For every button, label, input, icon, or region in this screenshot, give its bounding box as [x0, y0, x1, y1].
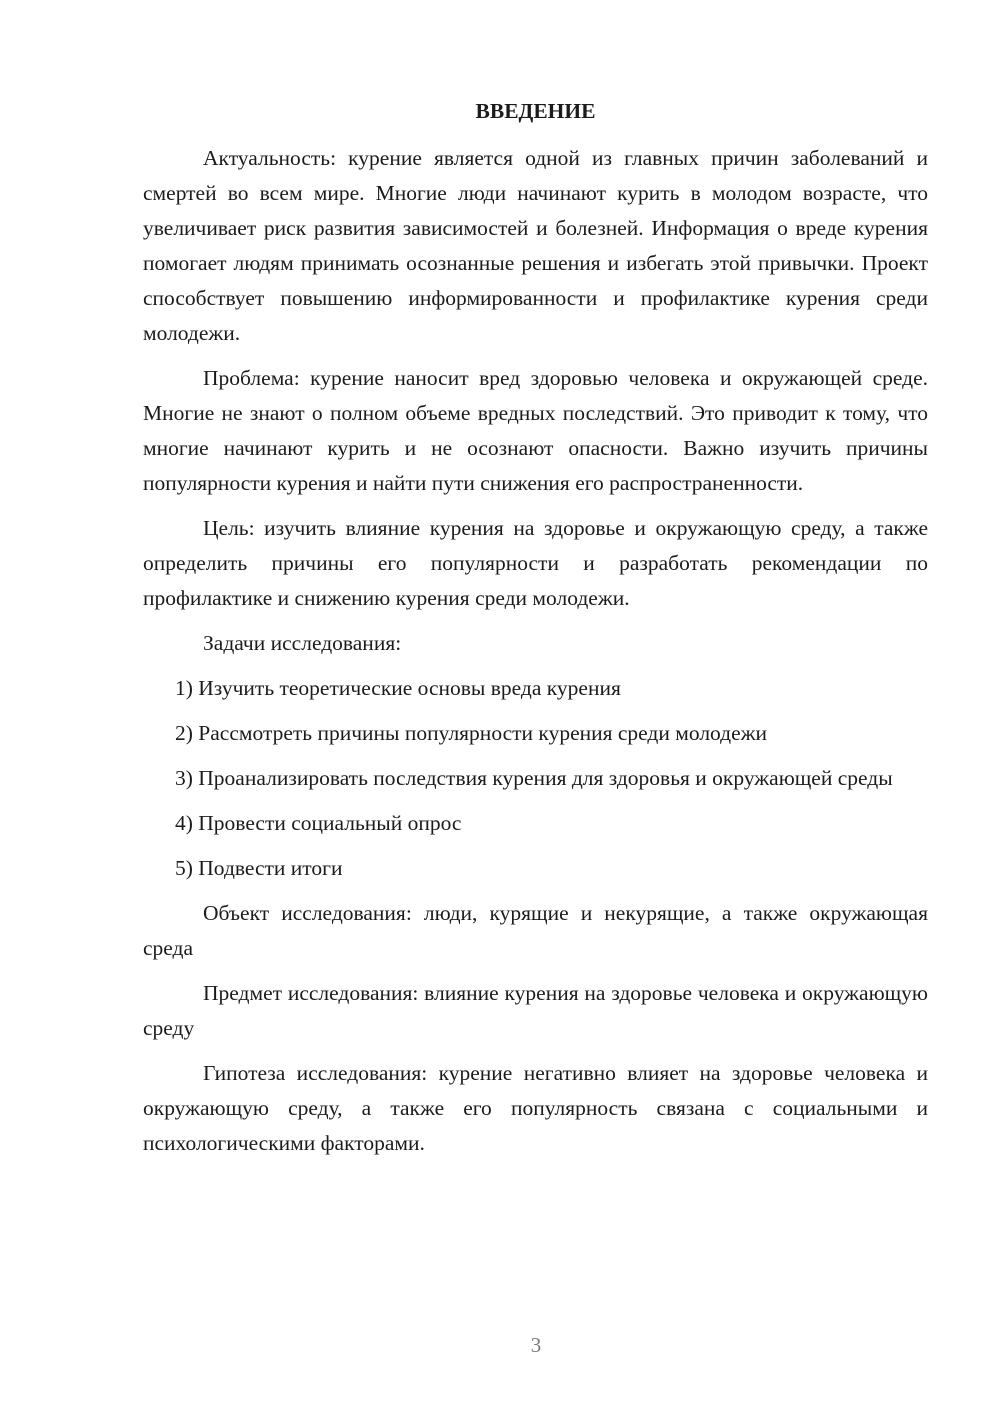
- tasks-heading: Задачи исследования:: [203, 631, 402, 655]
- object-paragraph: Объект исследования: люди, курящие и некурящие, а также окружающая среда: [143, 901, 928, 960]
- task-item-2: 2) Рассмотреть причины популярности курения среди молодежи: [175, 721, 768, 745]
- relevance-paragraph: Актуальность: курение является одной из главных причин заболеваний и смертей во всем мире. Многие люди начинают курить в молодом возрасте, что увеличивает риск развития зависимостей и болезней. Информация о вреде курения помогает людям принимать осознанные решения и избегать этой привычки. Проект способствует повышению информированности и профилактике курения среди молодежи.: [143, 146, 928, 345]
- section-title: ВВЕДЕНИЕ: [475, 99, 596, 123]
- hypothesis-paragraph: Гипотеза исследования: курение негативно влияет на здоровье человека и окружающую среду, а также его популярность связана с социальными и психологическими факторами.: [143, 1061, 928, 1155]
- document-page: [143, 94, 928, 1171]
- task-item-3: 3) Проанализировать последствия курения для здоровья и окружающей среды: [175, 766, 893, 790]
- page-number: 3: [530, 1333, 542, 1357]
- task-item-4: 4) Провести социальный опрос: [175, 811, 462, 835]
- problem-paragraph: Проблема: курение наносит вред здоровью человека и окружающей среде. Многие не знают о полном объеме вредных последствий. Это приводит к тому, что многие начинают курить и не осознают опасности. Важно изучить причины популярности курения и найти пути снижения его распространенности.: [143, 366, 928, 495]
- task-item-1: 1) Изучить теоретические основы вреда курения: [175, 676, 621, 700]
- goal-paragraph: Цель: изучить влияние курения на здоровье и окружающую среду, а также определить причины его популярности и разработать рекомендации по профилактике и снижению курения среди молодежи.: [143, 516, 928, 610]
- subject-paragraph: Предмет исследования: влияние курения на здоровье человека и окружающую среду: [143, 981, 928, 1040]
- task-item-5: 5) Подвести итоги: [175, 856, 343, 880]
